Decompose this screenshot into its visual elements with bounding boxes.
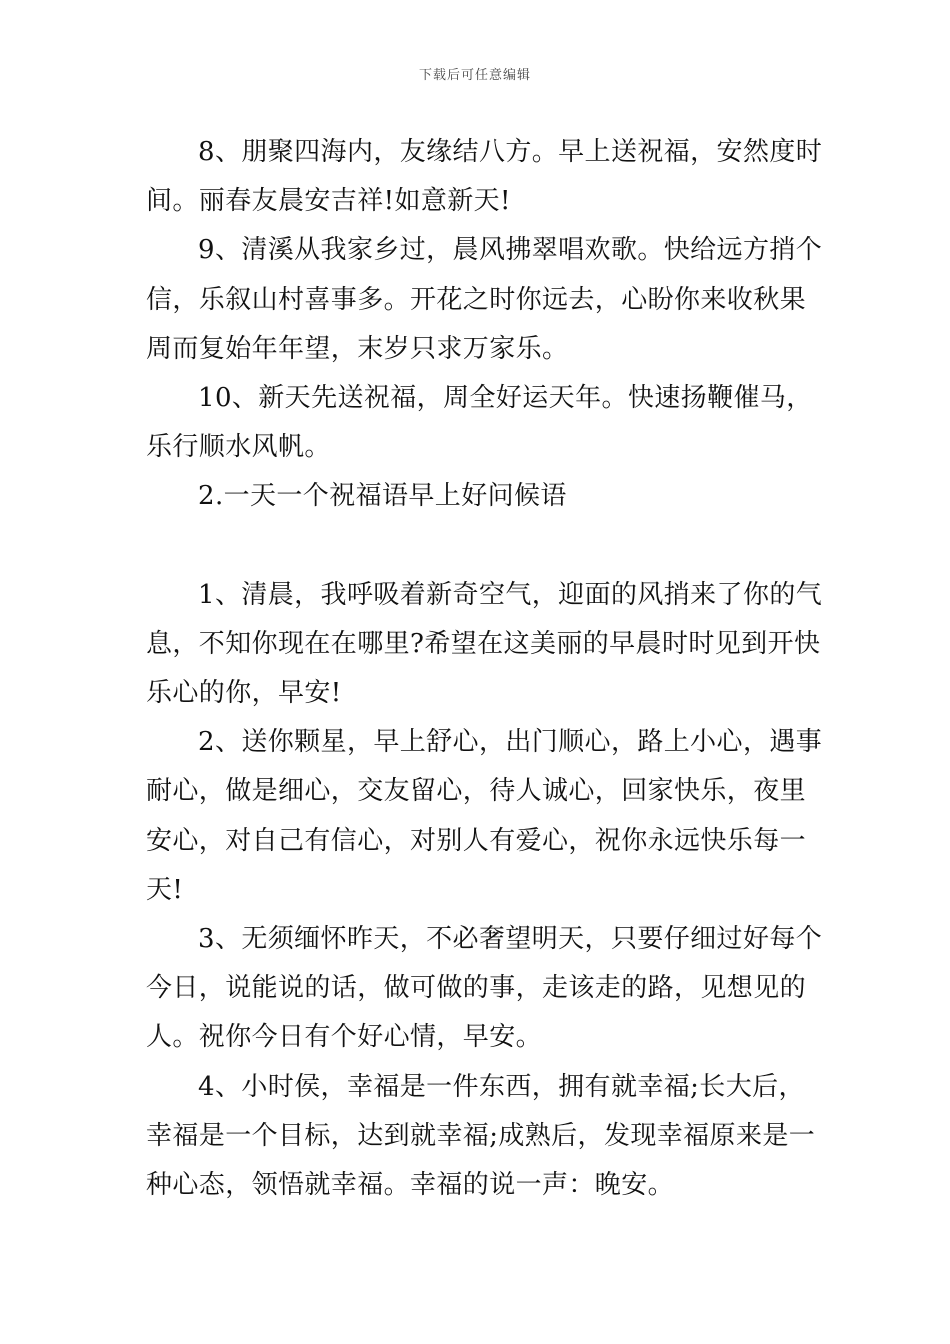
- text-line: 乐心的你，早安!: [146, 678, 342, 709]
- page-header: 下载后可任意编辑: [418, 68, 531, 83]
- section-title: 2.一天一个祝福语早上好问候语: [198, 481, 567, 512]
- text-line: 安心，对自己有信心，对别人有爱心，祝你永远快乐每一: [146, 825, 807, 856]
- paragraph-greeting-1: [146, 571, 823, 719]
- section-heading: [146, 472, 810, 521]
- text-line: 3、无须缅怀昨天，不必奢望明天，只要仔细过好每个: [198, 924, 823, 954]
- paragraph-greeting-3: [146, 915, 823, 1063]
- text-line: 周而复始年年望，末岁只求万家乐。: [146, 333, 569, 364]
- blank-line: [146, 522, 810, 571]
- text-line: 1、清晨，我呼吸着新奇空气，迎面的风捎来了你的气: [198, 579, 823, 610]
- text-line: 今日，说能说的话，做可做的事，走该走的路，见想见的: [146, 973, 807, 1004]
- document-body: [146, 128, 823, 1210]
- text-line: 8、朋聚四海内，友缘结八方。早上送祝福，安然度时: [198, 137, 823, 167]
- text-line: 4、小时侯，幸福是一件东西，拥有就幸福;长大后，: [198, 1071, 805, 1102]
- paragraph-greeting-2: [146, 718, 823, 915]
- text-line: 天!: [146, 874, 184, 905]
- text-line: 乐行顺水风帆。: [146, 432, 331, 463]
- paragraph-wish-9: [146, 226, 823, 374]
- text-line: 耐心，做是细心，交友留心，待人诚心，回家快乐，夜里: [146, 776, 807, 807]
- text-line: 间。丽春友晨安吉祥!如意新天!: [146, 186, 511, 217]
- text-line: 信，乐叙山村喜事多。开花之时你远去，心盼你来收秋果: [146, 284, 807, 315]
- text-line: 2、送你颗星，早上舒心，出门顺心，路上小心，遇事: [198, 727, 823, 758]
- text-line: 人。祝你今日有个好心情，早安。: [146, 1022, 543, 1053]
- text-line: 9、清溪从我家乡过，晨风拂翠唱欢歌。快给远方捎个: [198, 235, 823, 266]
- text-line: 幸福是一个目标，达到就幸福;成熟后，发现幸福原来是一: [146, 1120, 816, 1151]
- paragraph-greeting-4: [146, 1063, 816, 1211]
- text-line: 种心态，领悟就幸福。幸福的说一声：晚安。: [146, 1169, 675, 1200]
- paragraph-wish-8: [146, 128, 823, 226]
- text-line: 10、新天先送祝福，周全好运天年。快速扬鞭催马，: [198, 382, 813, 413]
- paragraph-wish-10: [146, 374, 813, 472]
- text-line: 息，不知你现在在哪里?希望在这美丽的早晨时时见到开快: [146, 628, 821, 659]
